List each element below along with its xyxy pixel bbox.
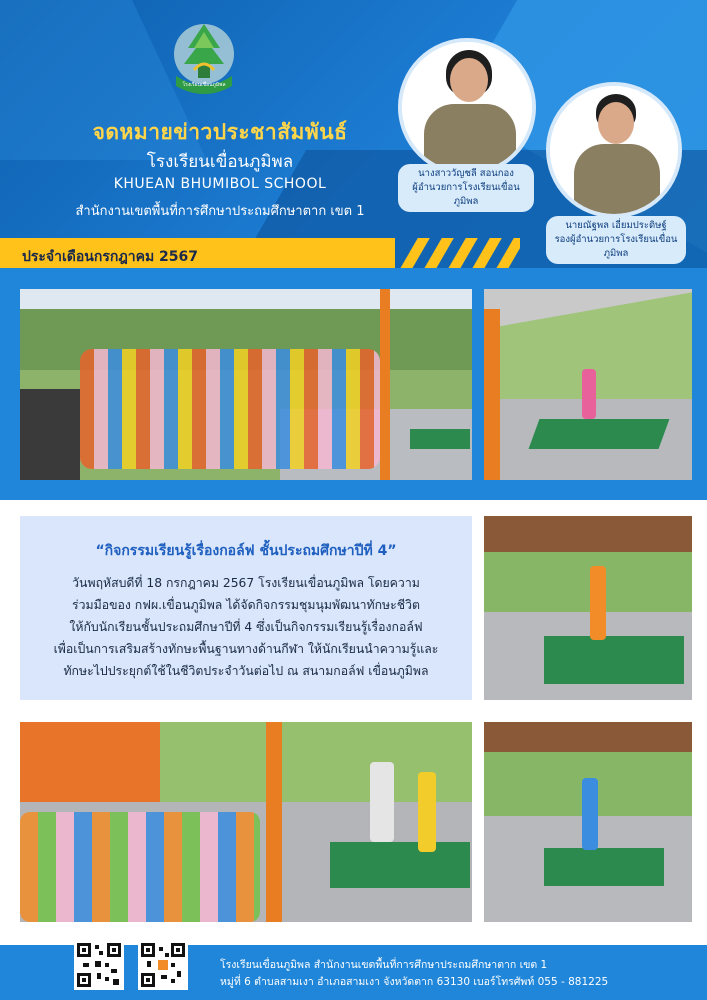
director-portrait	[398, 38, 536, 176]
school-logo-icon	[168, 18, 240, 96]
school-name-en: KHUEAN BHUMIBOL SCHOOL	[113, 176, 327, 192]
group-photo	[20, 289, 472, 480]
article-line: วันพฤหัสบดีที่ 18 กรกฎาคม 2567 โรงเรียนเขื่อนภูมิพล โดยความ	[72, 576, 420, 590]
footer-line-2: หมู่ที่ 6 ตำบลสามเงา อำเภอสามเงา จังหวัดตาก 63130 เบอร์โทรศัพท์ 055 - 881225	[220, 976, 609, 988]
golf-practice-photo-2	[484, 516, 692, 700]
director-name: นางสาววัญชลี สอนกอง	[418, 168, 514, 179]
header-banner	[0, 0, 707, 268]
decor-stripes	[400, 238, 520, 272]
golf-practice-photo-3	[484, 722, 692, 922]
deputy-role: รองผู้อำนวยการโรงเรียนเขื่อนภูมิพล	[554, 234, 678, 259]
golf-demo-photo	[20, 722, 472, 922]
logo-caption: โรงเรียนเขื่อนภูมิพล	[182, 82, 226, 88]
article-body	[38, 572, 454, 682]
article-line: เพื่อเป็นการเสริมสร้างทักษะพื้นฐานทางด้านกีฬา ให้นักเรียนนำความรู้และ	[53, 642, 439, 656]
article-headline: “กิจกรรมเรียนรู้เรื่องกอล์ฟ ชั้นประถมศึกษาปีที่ 4”	[95, 543, 397, 559]
footer-line-1: โรงเรียนเขื่อนภูมิพล สำนักงานเขตพื้นที่การศึกษาประถมศึกษาตาก เขต 1	[220, 959, 548, 971]
month-label: ประจำเดือนกรกฎาคม 2567	[22, 249, 199, 265]
golf-practice-photo-1	[484, 289, 692, 480]
deputy-portrait	[546, 82, 682, 218]
office-name: สำนักงานเขตพื้นที่การศึกษาประถมศึกษาตาก เขต 1	[75, 204, 365, 219]
article-line: ให้กับนักเรียนชั้นประถมศึกษาปีที่ 4 ซึ่งเป็นกิจกรรมเรียนรู้เรื่องกอล์ฟ	[69, 620, 423, 634]
deputy-name: นายณัฐพล เอี่ยมประดิษฐ์	[565, 220, 667, 231]
deputy-caption	[546, 216, 686, 264]
article-line: ร่วมมือของ กฟผ.เขื่อนภูมิพล ได้จัดกิจกรรมชุมนุมพัฒนาทักษะชีวิต	[72, 598, 420, 612]
footer-contact	[220, 957, 608, 991]
newsletter-title: จดหมายข่าวประชาสัมพันธ์	[92, 120, 348, 144]
article-box	[20, 516, 472, 700]
article-line: ทักษะไปประยุกต์ใช้ในชีวิตประจำวันต่อไป ณ สนามกอล์ฟ เขื่อนภูมิพล	[63, 664, 429, 678]
qr-code-icon[interactable]	[74, 940, 124, 990]
director-role: ผู้อำนวยการโรงเรียนเขื่อนภูมิพล	[412, 182, 520, 207]
school-name-th: โรงเรียนเขื่อนภูมิพล	[146, 152, 294, 172]
director-caption	[398, 164, 534, 212]
month-banner	[0, 238, 395, 272]
qr-code-icon[interactable]	[138, 940, 188, 990]
